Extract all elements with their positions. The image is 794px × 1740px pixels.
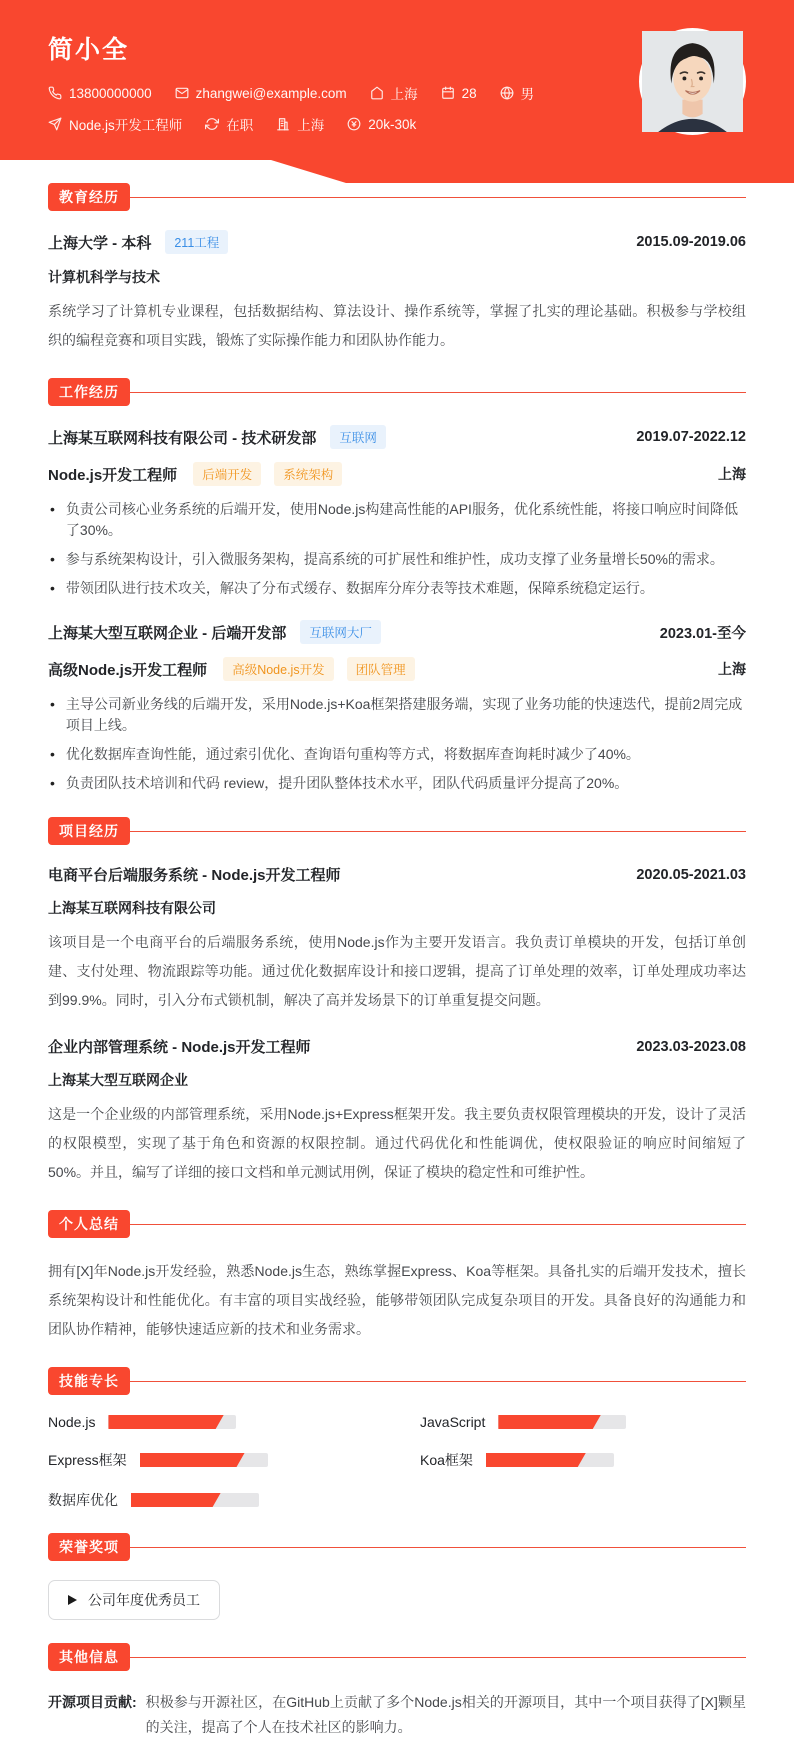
project-item [48,864,746,1015]
role-tag: 系统架构 [274,462,342,486]
section-divider-line [130,1381,746,1382]
work-bullet: • 负责团队技术培训和代码 review，提升团队整体技术水平，团队代码质量评分提高了20%。 [48,773,746,794]
skill-name: 数据库优化 [48,1492,118,1508]
role-tag: 后端开发 [193,462,261,486]
skill-progress-track [486,1453,614,1467]
email-address: zhangwei@example.com [195,85,347,101]
phone-icon [48,86,62,100]
location-item [370,83,418,103]
gender-item [500,83,535,103]
project-name: 企业内部管理系统 - Node.js开发工程师 [48,1039,311,1056]
skill-progress-fill [140,1453,245,1467]
skill-progress-track [131,1493,259,1507]
phone-number: 13800000000 [69,85,152,101]
company-tag: 互联网大厂 [300,620,381,644]
location-text: 上海 [390,87,418,102]
skill-progress-fill [498,1415,600,1429]
education-header [48,183,746,211]
work-bullet: • 参与系统架构设计，引入微服务架构，提高系统的可扩展性和维护性，成功支撑了业务量增长50%的需求。 [48,549,746,570]
skill-progress-track [108,1415,236,1429]
section-education [48,183,746,355]
phone-item [48,86,152,101]
work-location: 上海 [718,466,746,482]
skill-progress-fill [131,1493,221,1507]
education-title-badge: 教育经历 [48,183,130,211]
company-name: 上海某大型互联网企业 - 后端开发部 [48,624,287,642]
skill-item [420,1450,746,1470]
project-date: 2020.05-2021.03 [636,866,746,883]
honor-item-button[interactable] [48,1580,220,1620]
work-item [48,425,746,599]
section-honors [48,1533,746,1620]
project-item [48,1036,746,1187]
skills-header [48,1367,746,1395]
skills-grid [48,1414,746,1510]
section-divider-line [130,197,746,198]
skill-item [48,1414,374,1430]
education-description: 系统学习了计算机专业课程，包括数据结构、算法设计、操作系统等，掌握了扎实的理论基础。积极参与学校组织的编程竞赛和项目实践，锻炼了实际操作能力和团队协作能力。 [48,303,746,348]
skill-item [48,1490,374,1510]
summary-title-badge: 个人总结 [48,1210,130,1238]
work-location: 上海 [718,661,746,677]
project-name: 电商平台后端服务系统 - Node.js开发工程师 [48,867,341,884]
age-item [441,86,477,101]
honors-title-badge: 荣誉奖项 [48,1533,130,1561]
skill-item [420,1414,746,1430]
other-header [48,1643,746,1671]
work-bullet: • 优化数据库查询性能，通过索引优化、查询语句重构等方式，将数据库查询耗时减少了40%。 [48,744,746,765]
honor-label: 公司年度优秀员工 [88,1592,200,1608]
major: 计算机科学与技术 [48,269,160,285]
status-icon [205,117,219,131]
calendar-icon [441,86,455,100]
work-bullet: • 主导公司新业务线的后端开发，采用Node.js+Koa框架搭建服务端，实现了业务功能的快速迭代，提前2周完成项目上线。 [48,694,746,736]
project-description: 这是一个企业级的内部管理系统，采用Node.js+Express框架开发。我主要负责权限管理模块的开发，设计了灵活的权限模型，实现了基于角色和资源的权限控制。通过代码优化和性能调优，使权限验证的响应时间缩短了50%。并且，编写了详细的接口文档和单元测试用例，保证了模块的稳定性和可维护性。 [48,1106,746,1180]
other-title-badge: 其他信息 [48,1643,130,1671]
skill-item [48,1450,374,1470]
work-header [48,378,746,406]
candidate-name: 简小全 [48,36,130,64]
skill-name: JavaScript [420,1414,486,1430]
portrait-photo [642,31,743,132]
school-degree: 上海大学 - 本科 [48,234,152,252]
work-date: 2019.07-2022.12 [636,429,746,445]
company-name: 上海某互联网科技有限公司 - 技术研发部 [48,429,317,447]
salary-text: 20k-30k [368,116,417,132]
skill-progress-track [140,1453,268,1467]
skill-progress-fill [486,1453,586,1467]
section-work [48,378,746,794]
work-title-badge: 工作经历 [48,378,130,406]
age-text: 28 [461,85,477,101]
job-intent-item [48,114,182,134]
globe-icon [500,86,514,100]
section-other [48,1643,746,1740]
send-icon [48,117,62,131]
gender-text: 男 [520,87,535,102]
projects-title-badge: 项目经历 [48,817,130,845]
section-divider-line [130,1547,746,1548]
project-company: 上海某互联网科技有限公司 [48,900,216,916]
section-divider-line [130,392,746,393]
section-divider-line [130,831,746,832]
skill-name: Express框架 [48,1452,127,1468]
building-icon [276,117,290,131]
work-bullet: • 带领团队进行技术攻关，解决了分布式缓存、数据库分库分表等技术难题，保障系统稳定运行。 [48,578,746,599]
section-projects [48,817,746,1187]
job-title: Node.js开发工程师 [48,466,178,484]
job-title: 高级Node.js开发工程师 [48,661,208,679]
work-bullet: • 负责公司核心业务系统的后端开发，使用Node.js构建高性能的API服务，优化系统性能，将接口响应时间降低了30%。 [48,499,746,541]
header [0,0,794,183]
work-city-text: 上海 [297,118,325,133]
skill-progress-track [498,1415,626,1429]
project-date: 2023.03-2023.08 [636,1038,746,1055]
work-item [48,620,746,794]
mail-icon [175,86,189,100]
project-company: 上海某大型互联网企业 [48,1072,188,1088]
other-info-label: 开源项目贡献: [48,1694,137,1710]
skill-name: Koa框架 [420,1452,473,1468]
section-skills [48,1367,746,1510]
summary-header [48,1210,746,1238]
company-tag: 互联网 [330,425,386,449]
skills-title-badge: 技能专长 [48,1367,130,1395]
education-date: 2015.09-2019.06 [636,234,746,250]
projects-header [48,817,746,845]
salary-item [347,117,416,132]
avatar [639,28,746,135]
role-tag: 高级Node.js开发 [223,657,333,681]
other-info-text: 积极参与开源社区，在GitHub上贡献了多个Node.js相关的开源项目，其中一个项目获得了[X]颗星的关注，提高了个人在技术社区的影响力。 [145,1694,746,1735]
job-intent-text: Node.js开发工程师 [69,118,183,133]
job-status-item [205,114,253,134]
summary-text: 拥有[X]年Node.js开发经验，熟悉Node.js生态，熟练掌握Express、Koa等框架。具备扎实的后端开发技术，擅长系统架构设计和性能优化。有丰富的项目实战经验，能够带领团队完成复杂项目的开发。具备良好的沟通能力和团队协作精神，能够快速适应新的技术和业务需求。 [48,1263,746,1337]
work-city-item [276,114,324,134]
skill-progress-fill [108,1415,223,1429]
play-icon [68,1595,77,1605]
skill-name: Node.js [48,1414,96,1430]
education-item [48,230,746,355]
section-divider-line [130,1657,746,1658]
school-tag: 211工程 [165,230,228,254]
job-status-text: 在职 [226,118,254,133]
project-description: 该项目是一个电商平台的后端服务系统，使用Node.js作为主要开发语言。我负责订单模块的开发，包括订单创建、支付处理、物流跟踪等功能。通过优化数据库设计和接口逻辑，提高了订单处理的效率，订单处理成功率达到99.9%。同时，引入分布式锁机制，解决了高并发场景下的订单重复提交问题。 [48,934,746,1008]
honors-header [48,1533,746,1561]
work-date: 2023.01-至今 [659,625,746,642]
email-item [175,86,347,101]
section-summary [48,1210,746,1344]
salary-icon [347,117,361,131]
role-tag: 团队管理 [347,657,415,681]
open-source-contribution [48,1690,746,1740]
home-icon [370,86,384,100]
section-divider-line [130,1224,746,1225]
